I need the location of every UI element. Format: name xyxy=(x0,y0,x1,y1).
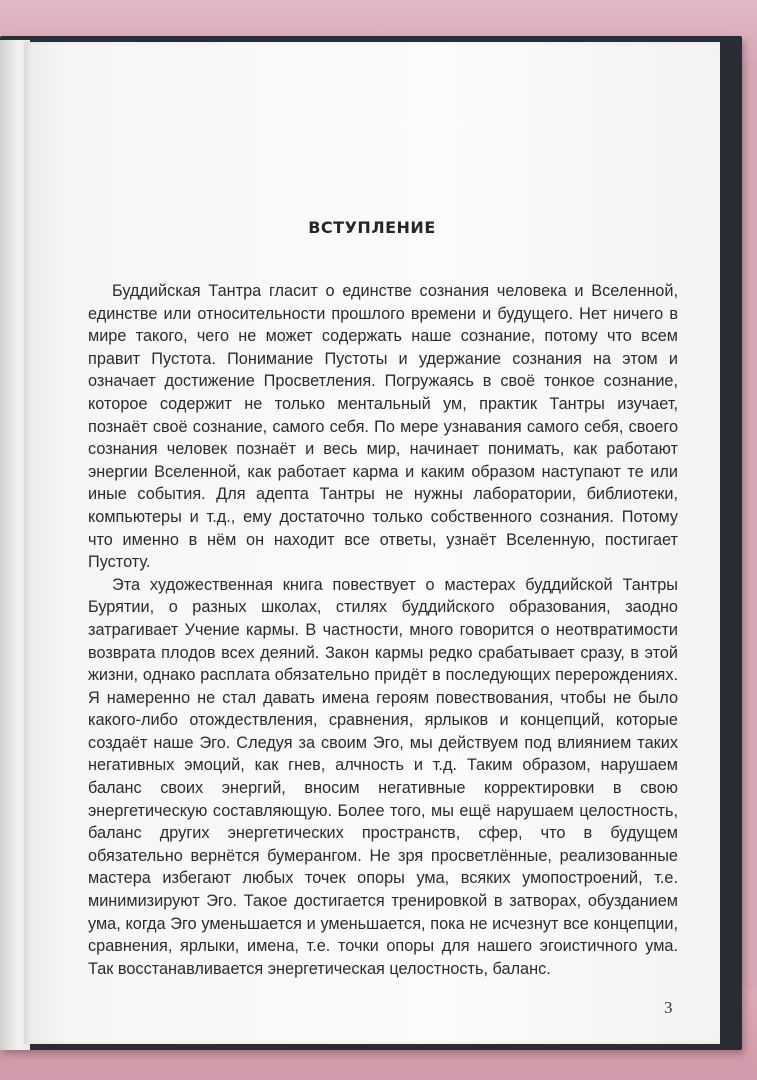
chapter-title: ВСТУПЛЕНИЕ xyxy=(308,218,436,237)
page-number: 3 xyxy=(664,998,673,1017)
book-page xyxy=(24,42,720,1044)
paragraph: Эта художественная книга повествует о мастерах буддийской Тантры Бурятии, о разных школах, стилях буддийского образования, заодно затрагивает Учение кармы. В частности, много говорится о неотвратимости возврата плодов всех деяний. Закон кармы редко срабатывает сразу, в этой жизни, однако расплата обязательно придёт в последующих перерождениях. Я намеренно не стал давать имена героям повествования, чтобы не было какого-либо отождествления, сравнения, ярлыков и концепций, которые создаёт наше Эго. Следуя за своим Эго, мы действуем под влиянием таких негативных эмоций, как гнев, алчность и т.д. Таким образом, нарушаем баланс своих энергий, вносим негативные корректировки в свою энергетическую составляющую. Более того, мы ещё нарушаем целостность, баланс других энергетических пространств, сфер, что в будущем обязательно вернётся бумерангом. Не зря просветлённые, реализованные мастера избегают любых точек опоры ума, всяких умопостроений, т.е. минимизируют Эго. Такое достигается тренировкой в затворах, обузданием ума, когда Эго уменьшается и уменьшается, пока не исчезнут все концепции, сравнения, ярлыки, имена, т.е. точки опоры для нашего эгоистичного ума. Так восстанавливается энергетическая целостность, баланс. xyxy=(88,575,678,978)
paragraph: Буддийская Тантра гласит о единстве сознания человека и Вселенной, единстве или относительности прошлого времени и будущего. Нет ничего в мире такого, чего не может содержать наше сознание, потому что всем правит Пустота. Понимание Пустоты и удержание сознания на этом и означает достижение Просветления. Погружаясь в своё тонкое сознание, которое содержит не только ментальный ум, практик Тантры изучает, познаёт своё сознание, самого себя. По мере узнавания самого себя, своего сознания человек познаёт и весь мир, начинает понимать, как работают энергии Вселенной, как работает карма и каким образом наступают те или иные события. Для адепта Тантры не нужны лаборатории, библиотеки, компьютеры и т.д., ему достаточно только собственного сознания. Потому что именно в нём он находит все ответы, узнаёт Вселенную, постигает Пустоту. xyxy=(88,282,678,572)
body-text xyxy=(88,280,678,980)
